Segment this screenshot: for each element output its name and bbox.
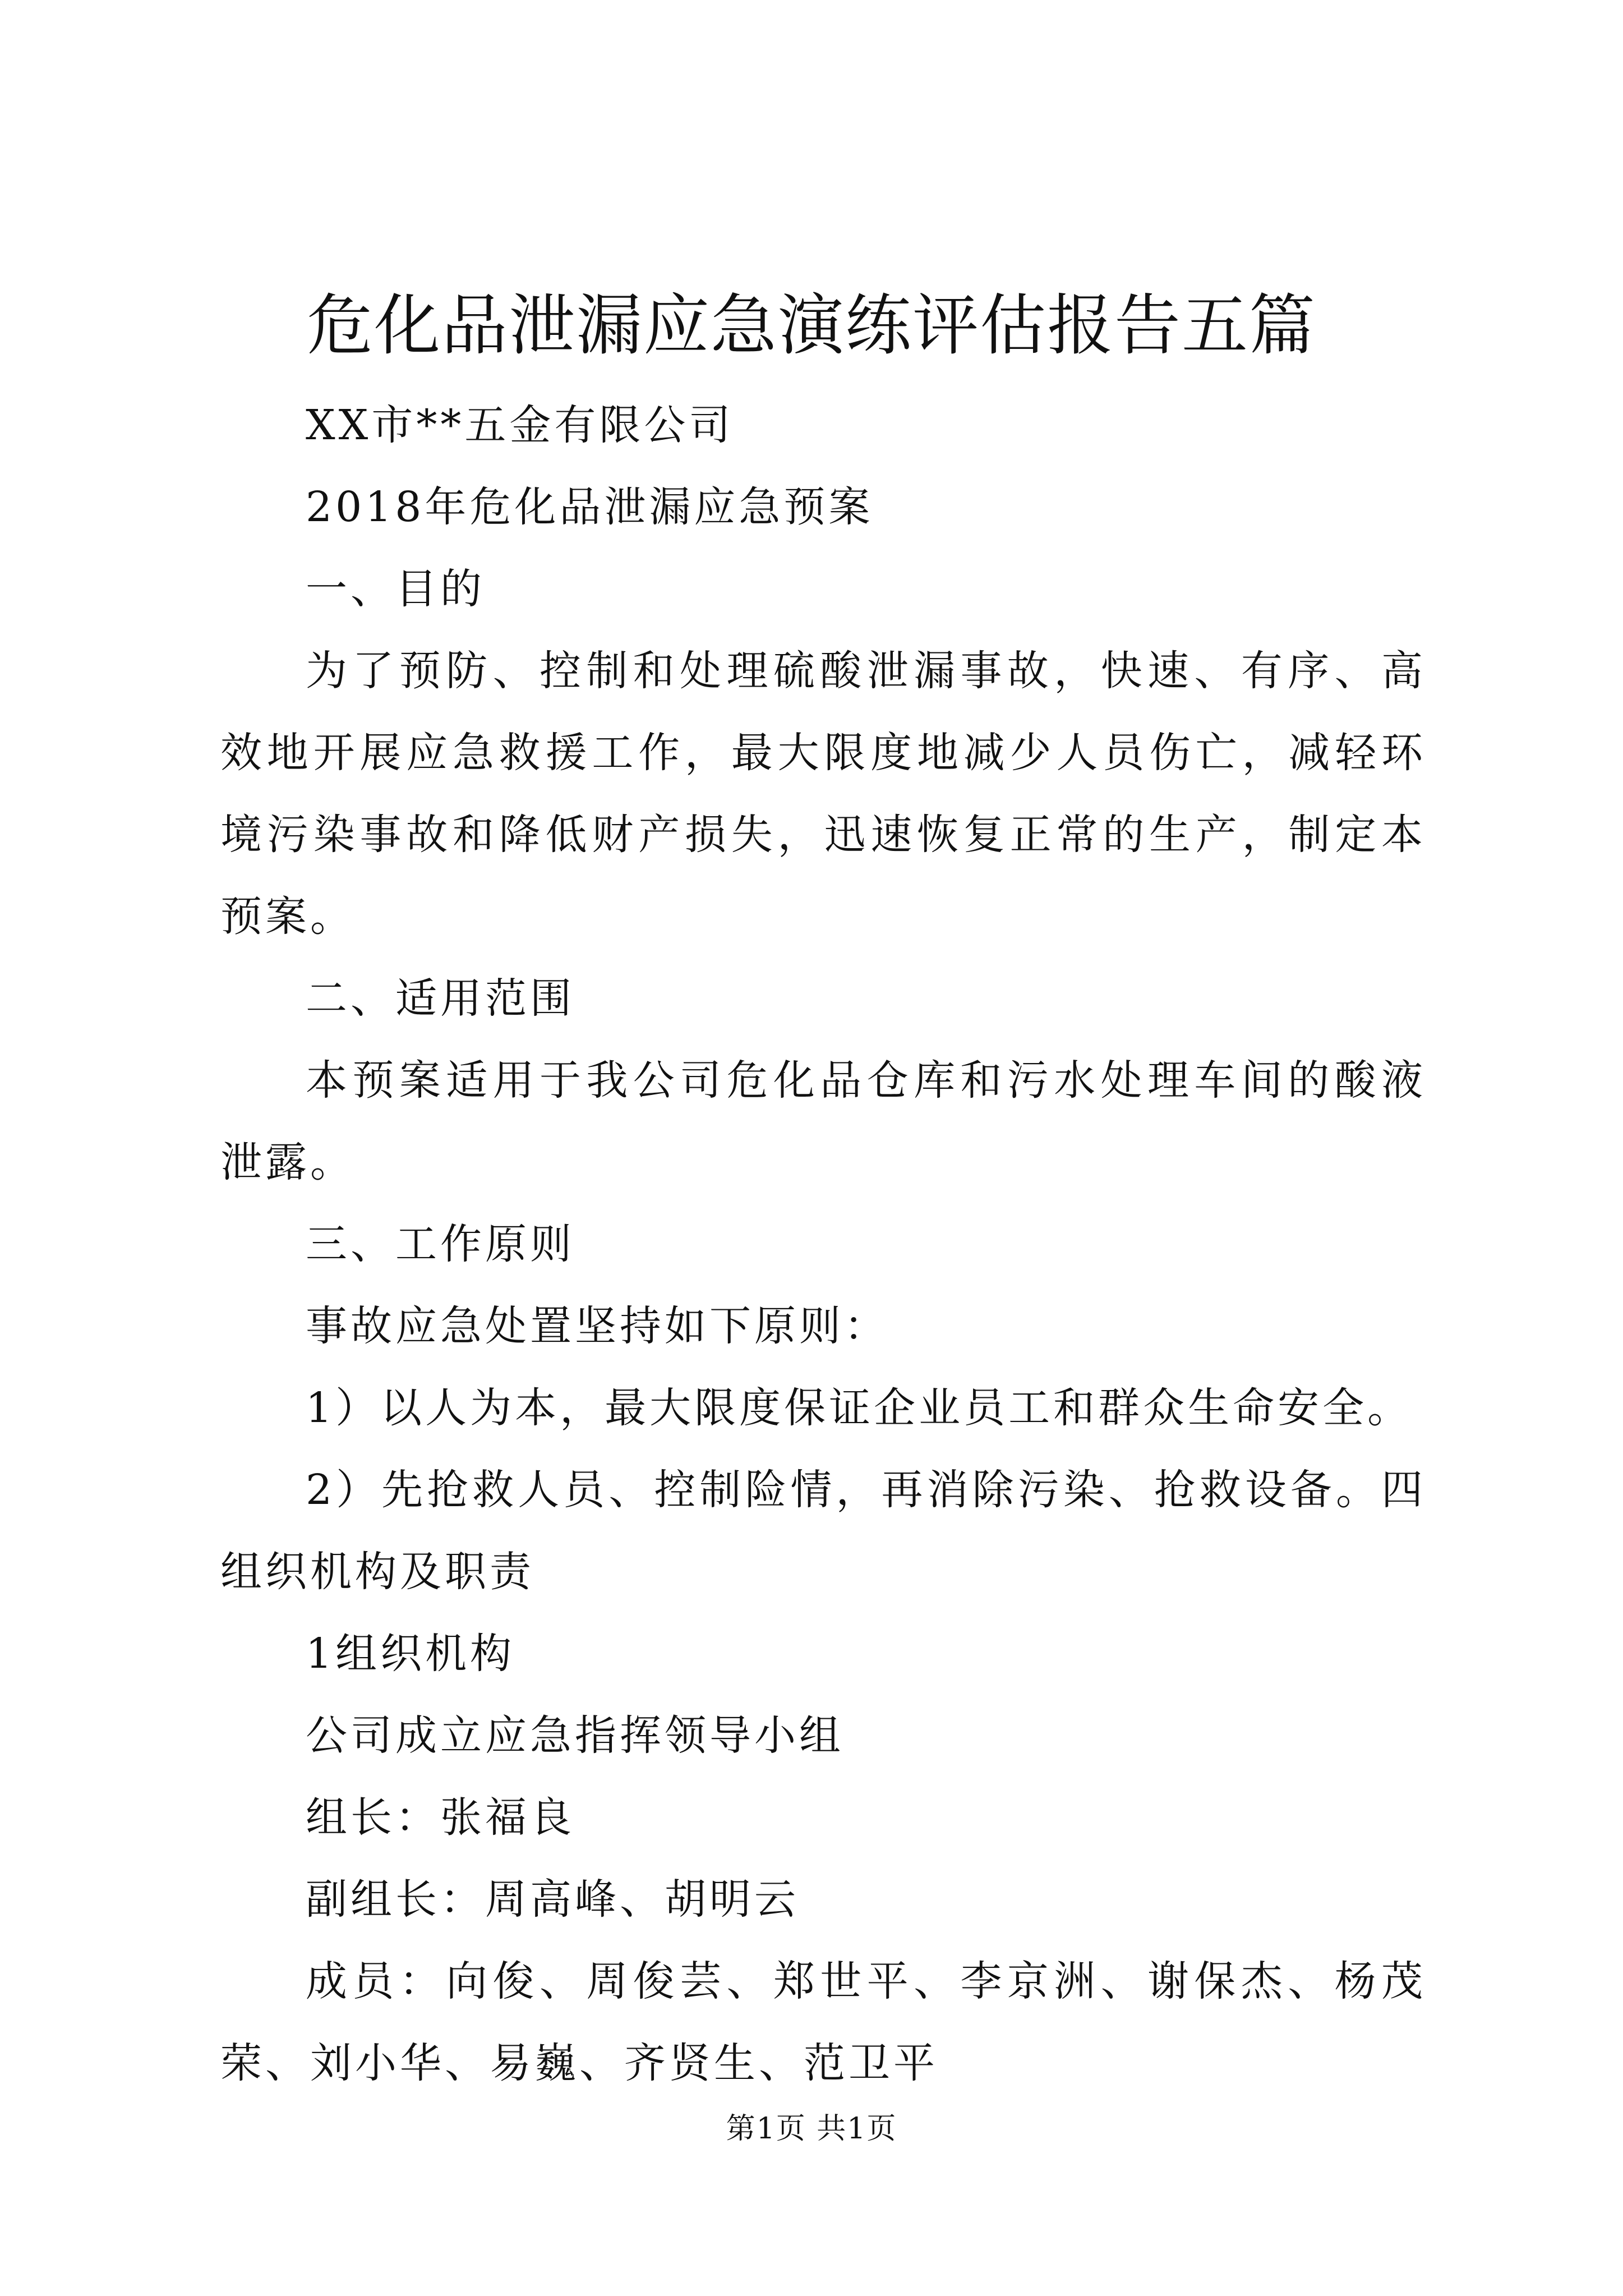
paragraph-leadership-group: 公司成立应急指挥领导小组 [306, 1711, 844, 1760]
page-footer: 第1页 共1页 [726, 2112, 897, 2146]
heading-purpose: 一、目的 [306, 565, 485, 613]
paragraph-group-leader: 组长：张福良 [306, 1793, 575, 1842]
document-body [220, 384, 1426, 2104]
heading-principles: 三、工作原则 [306, 1220, 575, 1268]
document-title: 危化品泄漏应急演练评估报告五篇 [306, 287, 1316, 364]
heading-organization: 1组织机构 [306, 1630, 515, 1678]
paragraph-plan-title: 2018年危化品泄漏应急预案 [306, 483, 874, 531]
paragraph-principle-2: 2）先抢救人员、控制险情，再消除污染、抢救设备。四组织机构及职责 [220, 1466, 1426, 1596]
paragraph-company: XX市**五金有限公司 [306, 401, 734, 449]
paragraph-scope: 本预案适用于我公司危化品仓库和污水处理车间的酸液泄露。 [220, 1056, 1426, 1186]
heading-scope: 二、适用范围 [306, 974, 575, 1023]
paragraph-deputy-leaders: 副组长：周高峰、胡明云 [306, 1875, 799, 1924]
paragraph-principles-intro: 事故应急处置坚持如下原则： [306, 1302, 889, 1350]
paragraph-purpose: 为了预防、控制和处理硫酸泄漏事故，快速、有序、高效地开展应急救援工作，最大限度地减少人员伤亡，减轻环境污染事故和降低财产损失，迅速恢复正常的生产，制定本预案。 [220, 647, 1426, 941]
paragraph-members: 成员：向俊、周俊芸、郑世平、李京洲、谢保杰、杨茂荣、刘小华、易巍、齐贤生、范卫平 [220, 1957, 1426, 2087]
paragraph-principle-1: 1）以人为本，最大限度保证企业员工和群众生命安全。 [306, 1384, 1413, 1432]
